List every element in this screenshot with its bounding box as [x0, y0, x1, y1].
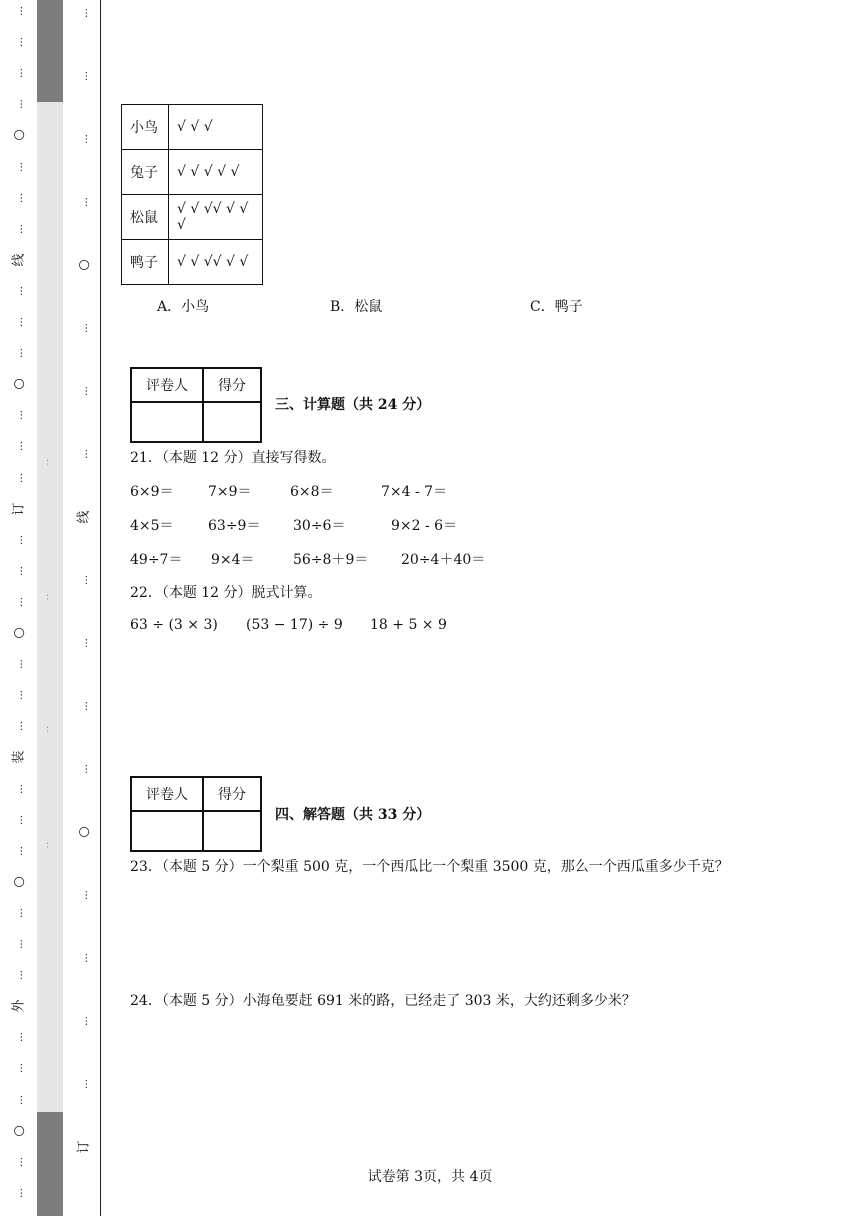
- calc-item: 9×4＝: [211, 552, 255, 568]
- dots-mark: …: [14, 317, 25, 327]
- tally-cell: √ √ √√ √ √ √: [169, 195, 263, 240]
- choice-a: A．小鸟: [157, 299, 210, 315]
- page-footer: 试卷第 3页，共 4页: [367, 1169, 493, 1185]
- dots-mark: …: [14, 1187, 25, 1198]
- calc-item: 49÷7＝: [130, 552, 183, 568]
- animal-cell: 松鼠: [122, 195, 169, 240]
- tally-cell: √ √ √ √ √: [169, 150, 263, 195]
- calc-item: 7×9＝: [208, 484, 252, 500]
- dots-mark: …: [14, 845, 25, 856]
- dots-mark: …: [79, 8, 90, 18]
- section-title: 四、解答题（共 33 分）: [275, 807, 431, 823]
- strip-label: ：: [45, 841, 55, 851]
- dots-mark: …: [14, 534, 25, 545]
- calc-item: 7×4 - 7＝: [381, 484, 448, 500]
- score-label: 得分: [203, 368, 261, 402]
- calc-item: 56÷8＋9＝: [293, 552, 369, 568]
- dots-mark: …: [79, 449, 90, 459]
- binding-strip: [37, 0, 63, 1216]
- dots-mark: …: [14, 285, 25, 296]
- circle-mark: ○: [77, 826, 92, 838]
- dots-mark: …: [14, 37, 25, 48]
- score-box: [130, 776, 262, 852]
- dots-mark: …: [14, 68, 25, 79]
- calc-item: 6×9＝: [130, 484, 174, 500]
- dots-mark: …: [79, 701, 90, 711]
- question-24: 24．（本题 5 分）小海龟要赶 691 米的路，已经走了 303 米，大约还剩多少米？: [130, 993, 636, 1009]
- dots-mark: …: [14, 441, 25, 452]
- reviewer-label: 评卷人: [131, 777, 203, 811]
- dots-mark: …: [14, 410, 25, 421]
- table-row: [122, 105, 263, 150]
- table-row: [122, 195, 263, 240]
- dots-mark: …: [79, 638, 90, 648]
- dots-mark: …: [14, 1094, 25, 1105]
- dots-mark: …: [14, 970, 25, 981]
- question-21: 21．（本题 12 分）直接写得数。: [130, 450, 336, 466]
- binding-label: 线: [11, 253, 27, 267]
- outer-binding-column: [8, 0, 32, 1216]
- binding-strip-dark-bottom: [37, 1112, 63, 1216]
- binding-label: 外: [11, 999, 27, 1013]
- choice-b: B．松鼠: [330, 299, 383, 315]
- dots-mark: …: [14, 814, 25, 825]
- dots-mark: …: [14, 1032, 25, 1043]
- animal-cell: 鸭子: [122, 240, 169, 285]
- tally-cell: √ √ √√ √ √: [169, 240, 263, 285]
- calc-item: 6×8＝: [290, 484, 334, 500]
- dots-mark: …: [14, 348, 25, 359]
- dots-mark: …: [14, 472, 25, 483]
- circle-mark: ○: [12, 627, 27, 639]
- dots-mark: …: [14, 6, 25, 16]
- reviewer-cell: [131, 811, 203, 851]
- calc-item: 20÷4＋40＝: [401, 552, 486, 568]
- calc-item: 63÷9＝: [208, 518, 261, 534]
- inner-binding-column: [70, 0, 100, 1216]
- circle-mark: ○: [12, 876, 27, 888]
- dots-mark: …: [14, 783, 25, 794]
- dots-mark: …: [14, 223, 25, 234]
- expression-item: 18 + 5 × 9: [370, 617, 447, 633]
- dots-mark: …: [14, 690, 25, 701]
- dots-mark: …: [14, 565, 25, 576]
- binding-line: [100, 0, 101, 1216]
- dots-mark: …: [79, 197, 90, 207]
- expression-item: (53 − 17) ÷ 9: [246, 617, 343, 633]
- animal-cell: 兔子: [122, 150, 169, 195]
- binding-label: 订: [11, 502, 27, 516]
- dots-mark: …: [14, 721, 25, 732]
- dots-mark: …: [79, 386, 90, 396]
- dots-mark: …: [79, 953, 90, 963]
- tally-table: [121, 104, 263, 285]
- score-cell: [203, 811, 261, 851]
- dots-mark: …: [79, 323, 90, 333]
- strip-label: ：: [45, 593, 55, 603]
- dots-mark: …: [14, 1063, 25, 1074]
- binding-strip-dark-top: [37, 0, 63, 102]
- dots-mark: …: [14, 596, 25, 607]
- reviewer-cell: [131, 402, 203, 442]
- reviewer-label: 评卷人: [131, 368, 203, 402]
- score-box: [130, 367, 262, 443]
- animal-cell: 小鸟: [122, 105, 169, 150]
- circle-mark: ○: [12, 378, 27, 390]
- score-label: 得分: [203, 777, 261, 811]
- table-row: [122, 150, 263, 195]
- binding-label: 订: [76, 1140, 92, 1154]
- dots-mark: …: [14, 99, 25, 110]
- circle-mark: ○: [12, 129, 27, 142]
- dots-mark: …: [79, 134, 90, 144]
- dots-mark: …: [14, 161, 25, 172]
- dots-mark: …: [79, 764, 90, 774]
- section-title: 三、计算题（共 24 分）: [275, 397, 431, 413]
- dots-mark: …: [14, 192, 25, 203]
- dots-mark: …: [79, 575, 90, 585]
- dots-mark: …: [14, 907, 25, 918]
- binding-margin: [0, 0, 104, 1216]
- dots-mark: …: [14, 939, 25, 949]
- choice-c: C．鸭子: [530, 299, 583, 315]
- tally-cell: √ √ √: [169, 105, 263, 150]
- binding-label: 装: [11, 750, 27, 764]
- calc-item: 9×2 - 6＝: [391, 518, 458, 534]
- expression-item: 63 ÷ (3 × 3): [130, 617, 218, 633]
- circle-mark: ○: [77, 259, 92, 271]
- calc-item: 30÷6＝: [293, 518, 346, 534]
- calc-item: 4×5＝: [130, 518, 174, 534]
- dots-mark: …: [79, 1016, 90, 1026]
- circle-mark: ○: [12, 1124, 27, 1137]
- strip-label: ：: [45, 458, 55, 468]
- binding-label: 线: [76, 510, 92, 524]
- dots-mark: …: [14, 659, 25, 670]
- dots-mark: …: [79, 71, 90, 81]
- dots-mark: …: [79, 1079, 90, 1089]
- dots-mark: …: [79, 890, 90, 900]
- table-row: [122, 240, 263, 285]
- dots-mark: …: [14, 1156, 25, 1167]
- question-23: 23．（本题 5 分）一个梨重 500 克，一个西瓜比一个梨重 3500 克，那么一个西瓜重多少千克？: [130, 859, 729, 875]
- question-22: 22．（本题 12 分）脱式计算。: [130, 585, 322, 601]
- strip-label: ：: [45, 725, 55, 735]
- score-cell: [203, 402, 261, 442]
